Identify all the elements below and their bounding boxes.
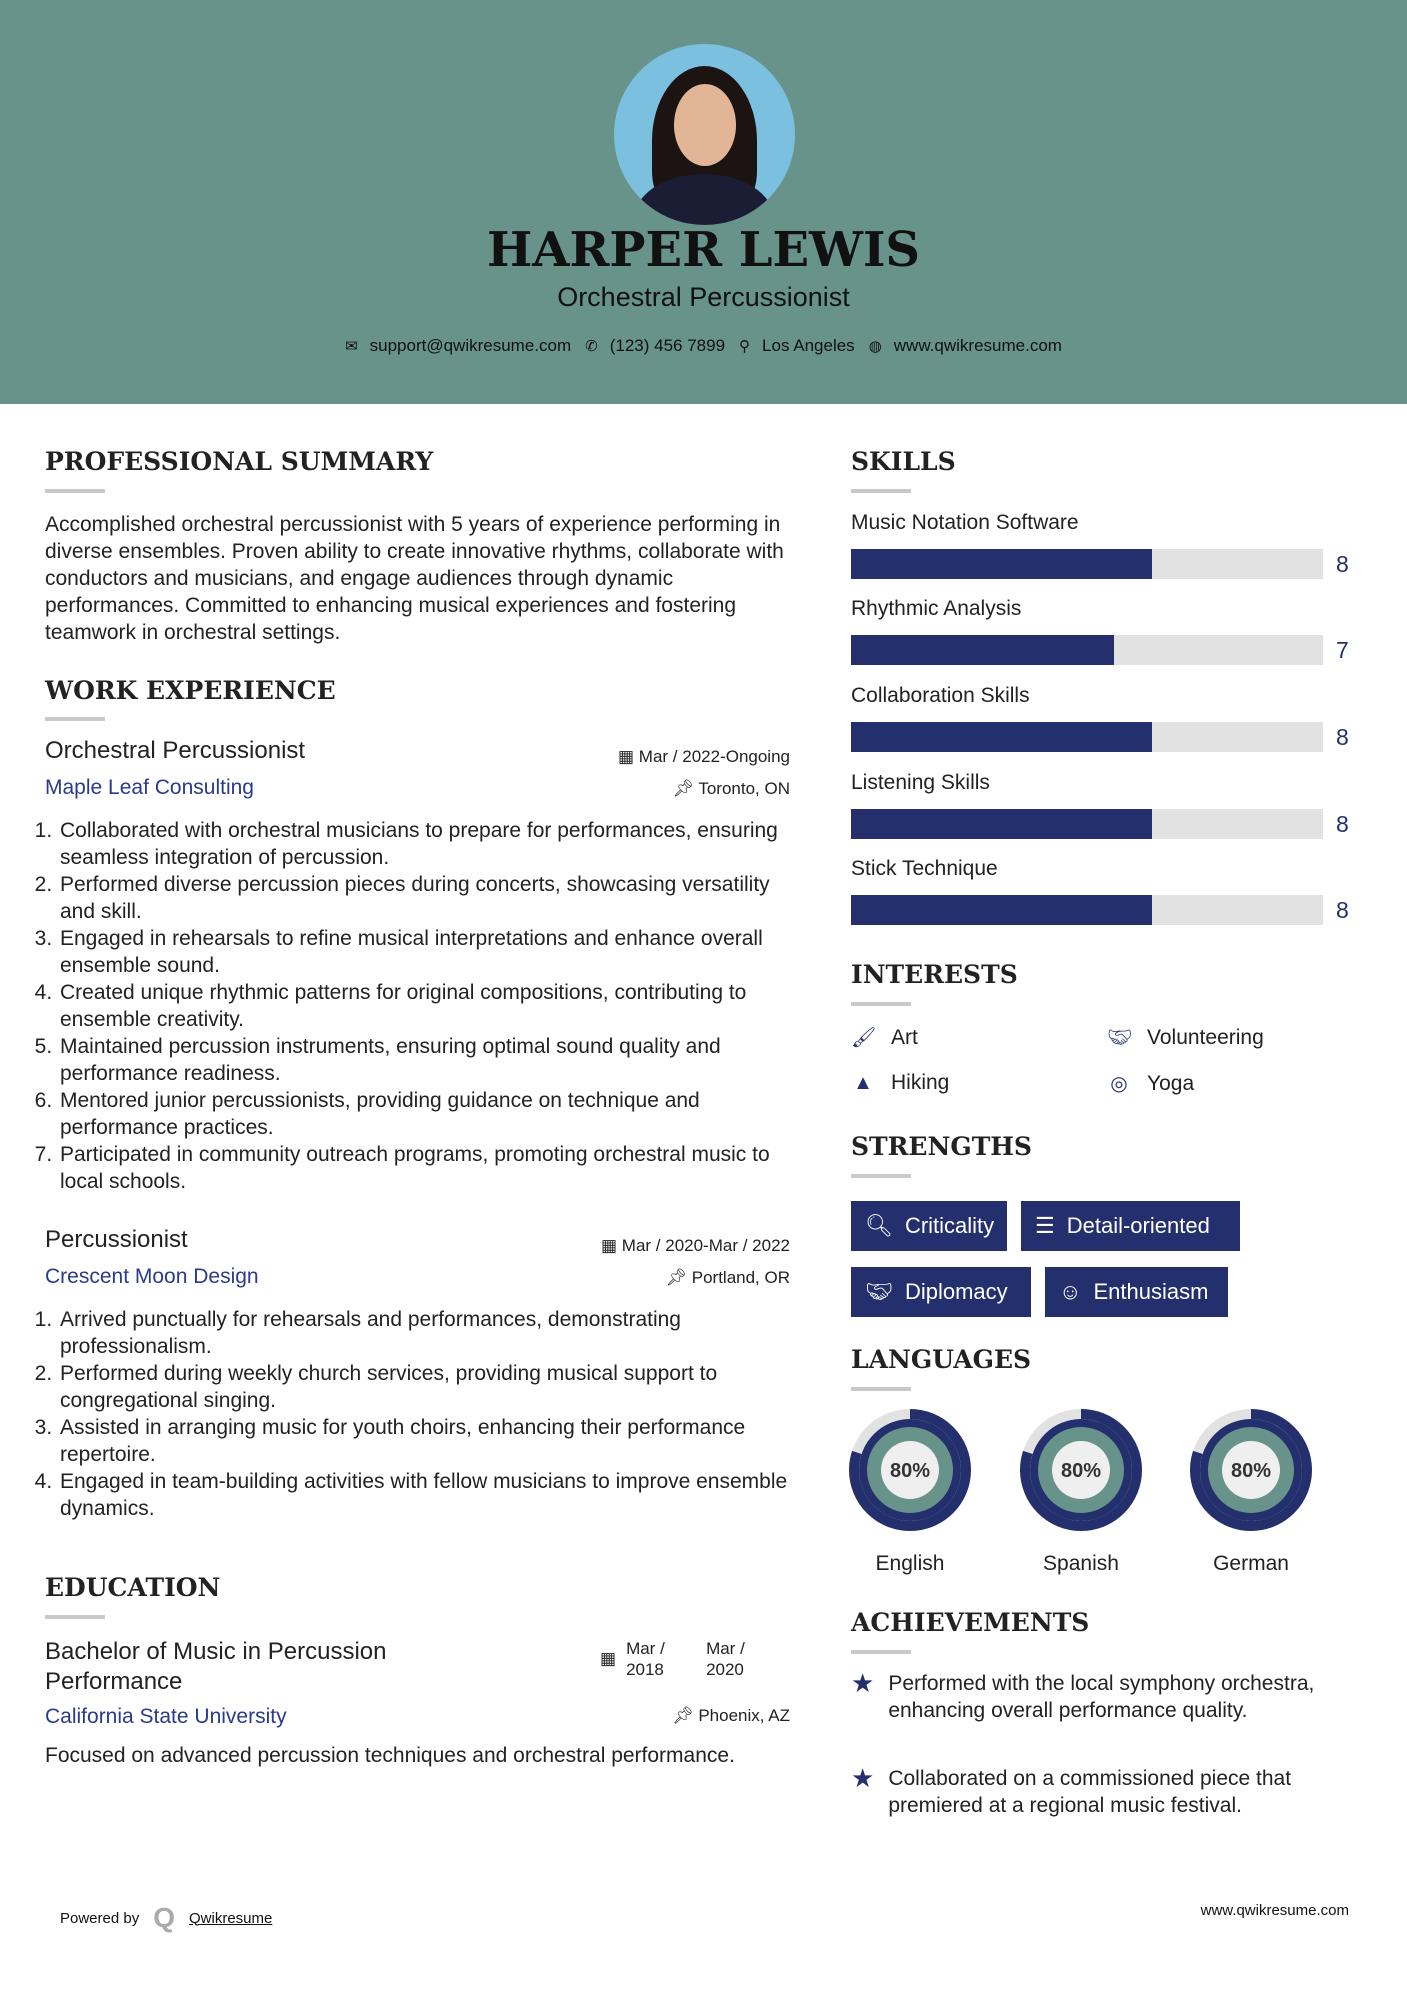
star-icon: ★ bbox=[851, 1763, 875, 1793]
language-item bbox=[1020, 1409, 1142, 1576]
interest-hiking: ▲ Hiking bbox=[851, 1071, 949, 1095]
phone-icon: ✆ bbox=[585, 338, 598, 355]
search-icon: 🔍︎ bbox=[865, 1213, 893, 1238]
skill-name: Listening Skills bbox=[851, 771, 990, 794]
envelope-icon: ✉ bbox=[345, 338, 358, 355]
skills-heading: SKILLS bbox=[851, 447, 956, 476]
map-pin-icon: ⚲ bbox=[739, 338, 751, 355]
list-item: 7. Participated in community outreach programs, promoting orchestral music to local schools. bbox=[58, 1141, 795, 1195]
skill-bar-fill bbox=[851, 895, 1152, 925]
skill-value: 8 bbox=[1336, 811, 1349, 837]
handshake-icon: 🤝︎ bbox=[865, 1279, 893, 1304]
candidate-role: Orchestral Percussionist bbox=[557, 282, 850, 312]
skill-value: 7 bbox=[1336, 637, 1349, 663]
interest-art: 🖌︎ Art bbox=[851, 1025, 918, 1049]
list-item: 1. Collaborated with orchestral musicians to prepare for performances, ensuring seamless integration of percussion. bbox=[58, 817, 795, 871]
strength-tag: ☰ Detail-oriented bbox=[1021, 1201, 1240, 1251]
education-dates: ▦ Mar / 2018 Mar / 2020 bbox=[600, 1639, 745, 1679]
language-ring bbox=[1020, 1409, 1142, 1531]
experience-heading: WORK EXPERIENCE bbox=[45, 676, 336, 705]
skill-bar bbox=[851, 809, 1323, 839]
list-item: 2. Performed during weekly church services, providing musical support to congregational singing. bbox=[58, 1360, 795, 1414]
list-item: 1. Arrived punctually for rehearsals and performances, demonstrating professionalism. bbox=[58, 1306, 795, 1360]
interests-heading: INTERESTS bbox=[851, 960, 1018, 989]
achievement-item: ★ Collaborated on a commissioned piece that premiered at a regional music festival. bbox=[851, 1763, 1292, 1817]
strength-tag: 🤝︎ Diplomacy bbox=[851, 1267, 1031, 1317]
life-ring-icon: ◎ bbox=[1110, 1073, 1128, 1095]
skill-bar-fill bbox=[851, 635, 1114, 665]
location: Los Angeles bbox=[762, 336, 855, 355]
skill-name: Rhythmic Analysis bbox=[851, 597, 1022, 620]
skill-bar bbox=[851, 895, 1323, 925]
job-location: 📌︎ Portland, OR bbox=[665, 1268, 790, 1287]
skill-bar-fill bbox=[851, 809, 1152, 839]
language-name: Spanish bbox=[1043, 1552, 1119, 1575]
profile-photo bbox=[614, 44, 795, 225]
divider bbox=[851, 1650, 911, 1654]
summary-heading: PROFESSIONAL SUMMARY bbox=[45, 447, 434, 476]
calendar-icon: ▦ bbox=[618, 747, 639, 766]
pin-icon: 📌︎ bbox=[672, 779, 699, 798]
divider bbox=[851, 1174, 911, 1178]
language-percent: 80% bbox=[1230, 1460, 1272, 1482]
language-ring bbox=[1190, 1409, 1312, 1531]
language-ring bbox=[849, 1409, 971, 1531]
strengths-heading: STRENGTHS bbox=[851, 1132, 1032, 1161]
candidate-name: HARPER LEWIS bbox=[486, 222, 921, 278]
skill-bar bbox=[851, 549, 1323, 579]
divider bbox=[851, 1387, 911, 1391]
phone: (123) 456 7899 bbox=[609, 336, 726, 355]
job-location: 📌︎ Toronto, ON bbox=[672, 779, 790, 798]
skill-value: 8 bbox=[1336, 897, 1349, 923]
footer-powered: Powered by Q Qwikresume bbox=[60, 1902, 273, 1933]
skill-bar bbox=[851, 722, 1323, 752]
qwikresume-logo-icon: Q bbox=[153, 1902, 175, 1933]
email[interactable]: support@qwikresume.com bbox=[369, 336, 572, 355]
footer-site[interactable]: www.qwikresume.com bbox=[1200, 1902, 1349, 1919]
list-item: 5. Maintained percussion instruments, ensuring optimal sound quality and performance readiness. bbox=[58, 1033, 795, 1087]
calendar-icon: ▦ bbox=[600, 1649, 617, 1668]
education-location: 📌︎ Phoenix, AZ bbox=[672, 1706, 790, 1725]
job-company: Maple Leaf Consulting bbox=[45, 776, 254, 799]
language-name: English bbox=[875, 1552, 945, 1575]
summary-text: Accomplished orchestral percussionist with 5 years of experience performing in diverse ensembles. Proven ability to create innovative rhythms, collaborate with conductors and musicians, and engage audiences through dynamic performances. Committed to enhancing musical experiences and fostering teamwork in orchestral settings. bbox=[45, 513, 784, 644]
achievements-heading: ACHIEVEMENTS bbox=[851, 1608, 1090, 1637]
job-company: Crescent Moon Design bbox=[45, 1265, 259, 1288]
list-item: 3. Assisted in arranging music for youth choirs, enhancing their performance repertoire. bbox=[58, 1414, 795, 1468]
divider bbox=[45, 489, 105, 493]
brand-link[interactable]: Qwikresume bbox=[189, 1909, 273, 1927]
interest-yoga: ◎ Yoga bbox=[1107, 1071, 1194, 1096]
list-item: 2. Performed diverse percussion pieces during concerts, showcasing versatility and skill. bbox=[58, 871, 795, 925]
language-percent: 80% bbox=[889, 1460, 931, 1482]
list-item: 4. Engaged in team-building activities with fellow musicians to improve ensemble dynamics. bbox=[58, 1468, 795, 1522]
job-duties bbox=[40, 817, 795, 1195]
skill-value: 8 bbox=[1336, 724, 1349, 750]
list-item: 6. Mentored junior percussionists, providing guidance on technique and performance practices. bbox=[58, 1087, 795, 1141]
skill-name: Music Notation Software bbox=[851, 511, 1079, 534]
website[interactable]: www.qwikresume.com bbox=[893, 336, 1062, 355]
skill-bar bbox=[851, 635, 1323, 665]
skill-name: Collaboration Skills bbox=[851, 684, 1030, 707]
calendar-icon: ▦ bbox=[601, 1236, 622, 1255]
job-duties bbox=[40, 1306, 795, 1522]
strength-tag: 🔍︎ Criticality bbox=[851, 1201, 1007, 1251]
handshake-icon: 🤝︎ bbox=[1107, 1027, 1133, 1049]
strength-tag: ☺ Enthusiasm bbox=[1045, 1267, 1228, 1317]
languages-heading: LANGUAGES bbox=[851, 1345, 1032, 1374]
paintbrush-icon: 🖌︎ bbox=[851, 1027, 877, 1049]
tree-icon: ▲ bbox=[853, 1071, 873, 1094]
list-icon: ☰ bbox=[1035, 1213, 1055, 1238]
language-name: German bbox=[1213, 1552, 1289, 1575]
pin-icon: 📌︎ bbox=[672, 1706, 699, 1725]
resume-header bbox=[0, 0, 1407, 404]
school: California State University bbox=[45, 1705, 287, 1728]
star-icon: ★ bbox=[851, 1668, 875, 1698]
divider bbox=[851, 1002, 911, 1006]
divider bbox=[45, 717, 105, 721]
job-title: Percussionist bbox=[45, 1226, 188, 1253]
degree: Bachelor of Music in Percussion Performance bbox=[45, 1638, 387, 1695]
language-percent: 80% bbox=[1060, 1460, 1102, 1482]
education-heading: EDUCATION bbox=[45, 1573, 221, 1602]
job-date: ▦ Mar / 2022-Ongoing bbox=[618, 747, 790, 766]
list-item: 3. Engaged in rehearsals to refine musical interpretations and enhance overall ensemble sound. bbox=[58, 925, 795, 979]
pin-icon: 📌︎ bbox=[665, 1268, 692, 1287]
interest-volunteering: 🤝︎ Volunteering bbox=[1107, 1025, 1264, 1049]
divider bbox=[45, 1615, 105, 1619]
contact-bar bbox=[0, 336, 1407, 356]
education-text: Focused on advanced percussion techniques and orchestral performance. bbox=[45, 1744, 735, 1767]
divider bbox=[851, 489, 911, 493]
list-item: 4. Created unique rhythmic patterns for original compositions, contributing to ensemble creativity. bbox=[58, 979, 795, 1033]
language-item bbox=[1190, 1409, 1312, 1576]
skill-value: 8 bbox=[1336, 551, 1349, 577]
job-date: ▦ Mar / 2020-Mar / 2022 bbox=[601, 1236, 790, 1255]
achievement-item: ★ Performed with the local symphony orchestra, enhancing overall performance quality. bbox=[851, 1668, 1315, 1722]
job-title: Orchestral Percussionist bbox=[45, 737, 306, 764]
skill-bar-fill bbox=[851, 722, 1152, 752]
globe-icon: ◍ bbox=[868, 338, 882, 355]
skill-bar-fill bbox=[851, 549, 1152, 579]
smile-icon: ☺ bbox=[1059, 1279, 1082, 1304]
language-item bbox=[849, 1409, 971, 1576]
skill-name: Stick Technique bbox=[851, 857, 998, 880]
